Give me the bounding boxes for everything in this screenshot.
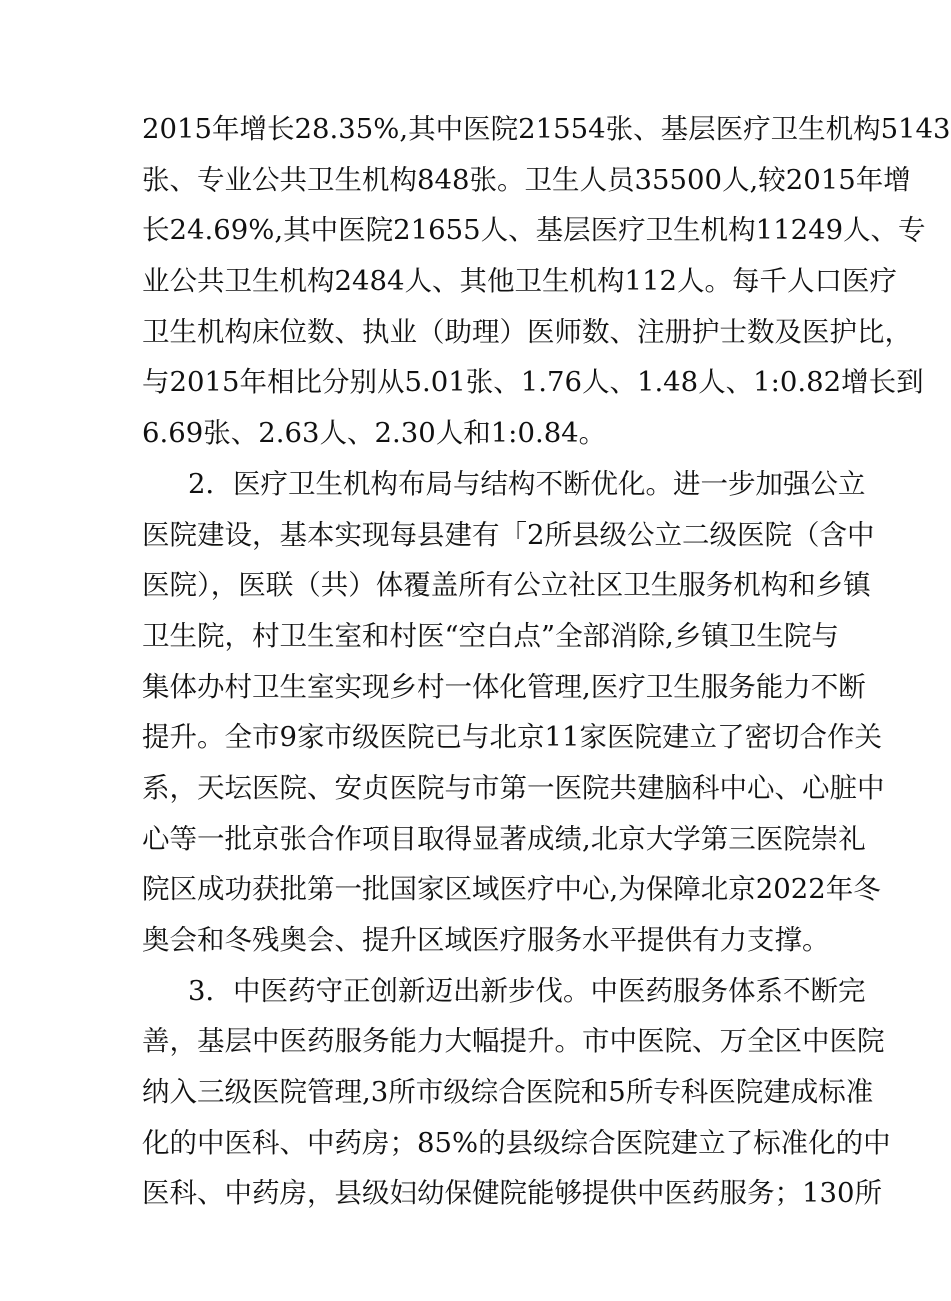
paragraph-2-line-7: 系，天坛医院、安贞医院与市第一医院共建脑科中心、心脏中 <box>142 771 885 804</box>
paragraph-1-line-7: 6.69张、2.63人、2.30人和1:0.84。 <box>142 417 607 450</box>
paragraph-2-line-3: 医院），医联（共）体覆盖所有公立社区卫生服务机构和乡镇 <box>142 569 871 602</box>
paragraph-1-line-2: 张、专业公共卫生机构848张。卫生人员35500人,较2015年增 <box>142 163 911 196</box>
paragraph-2-line-1: 2．医疗卫生机构布局与结构不断优化。进一步加强公立 <box>188 467 866 500</box>
paragraph-2-line-4: 卫生院，村卫生室和村医“空白点”全部消除,乡镇卫生院与 <box>142 619 839 652</box>
paragraph-2-line-2: 医院建设，基本实现每县建有「2所县级公立二级医院（含中 <box>142 518 875 551</box>
paragraph-1-line-4: 业公共卫生机构2484人、其他卫生机构112人。每千人口医疗 <box>142 265 897 298</box>
paragraph-3-line-5: 医科、中药房，县级妇幼保健院能够提供中医药服务；130所 <box>142 1177 882 1210</box>
paragraph-3-line-2: 善，基层中医药服务能力大幅提升。市中医院、万全区中医院 <box>142 1025 885 1058</box>
paragraph-3-line-1: 3．中医药守正创新迈出新步伐。中医药服务体系不断完 <box>188 974 866 1007</box>
paragraph-3-line-3: 纳入三级医院管理,3所市级综合医院和5所专科医院建成标准 <box>142 1076 874 1109</box>
document-body <box>142 104 951 1219</box>
paragraph-1-line-3: 长24.69%,其中医院21655人、基层医疗卫生机构11249人、专 <box>142 214 926 247</box>
paragraph-2-line-10: 奥会和冬残奥会、提升区域医疗服务水平提供有力支撑。 <box>142 924 830 956</box>
paragraph-1-line-1: 2015年增长28.35%,其中医院21554张、基层医疗卫生机构5143 <box>142 113 951 145</box>
paragraph-2-line-6: 提升。全市9家市级医院已与北京11家医院建立了密切合作关 <box>142 721 882 754</box>
paragraph-1-line-6: 与2015年相比分别从5.01张、1.76人、1.48人、1:0.82增长到 <box>142 366 924 399</box>
paragraph-3-line-4: 化的中医科、中药房；85%的县级综合医院建立了标准化的中 <box>142 1126 891 1159</box>
paragraph-2-line-5: 集体办村卫生室实现乡村一体化管理,医疗卫生服务能力不断 <box>142 670 866 703</box>
paragraph-2-line-8: 心等一批京张合作项目取得显著成绩,北京大学第三医院崇礼 <box>142 822 866 855</box>
paragraph-2-line-9: 院区成功获批第一批国家区域医疗中心,为保障北京2022年冬 <box>142 873 881 906</box>
paragraph-1-line-5: 卫生机构床位数、执业（助理）医师数、注册护士数及医护比， <box>142 315 912 348</box>
